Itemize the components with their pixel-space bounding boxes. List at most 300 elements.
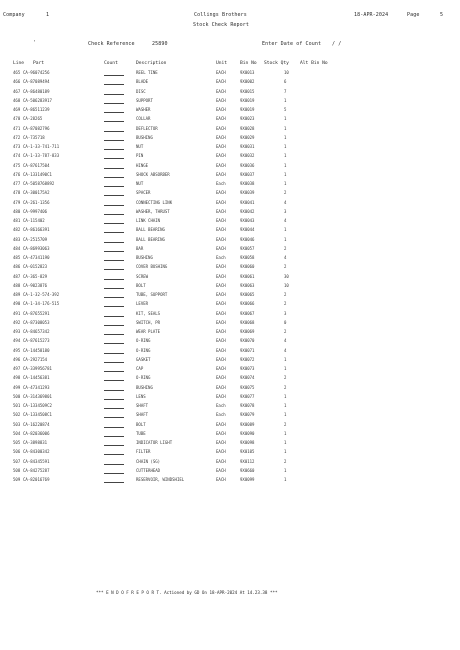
row-part-number: CA-14456381	[23, 375, 50, 381]
row-line-number: 494	[13, 338, 21, 344]
row-part-number: CA-1334509C2	[23, 403, 52, 408]
count-entry-line[interactable]	[104, 251, 124, 252]
table-row	[0, 218, 460, 227]
row-stock-qty: 2	[284, 292, 287, 297]
column-unit: Unit	[216, 61, 228, 66]
row-description: TUBE	[136, 430, 146, 436]
row-bin-no: 9X0039	[240, 190, 255, 196]
row-line-number: 502	[13, 412, 21, 418]
table-row	[0, 412, 460, 421]
count-entry-line[interactable]	[104, 177, 124, 178]
count-entry-line[interactable]	[104, 279, 124, 280]
row-unit: EACH	[216, 134, 226, 140]
row-unit: Each	[216, 255, 226, 260]
row-description: BALL BEARING	[136, 227, 165, 233]
row-description: SHAFT	[136, 403, 149, 408]
row-line-number: 503	[13, 421, 21, 427]
report-title: Stock Check Report	[193, 22, 249, 28]
table-row	[0, 338, 460, 347]
row-unit: EACH	[216, 430, 226, 436]
row-bin-no: 9X0041	[240, 199, 255, 205]
table-row	[0, 348, 460, 357]
row-line-number: 504	[13, 430, 21, 436]
company-name: Collings Brothers	[194, 12, 247, 18]
row-unit: EACH	[216, 301, 226, 307]
table-row	[0, 274, 460, 283]
count-entry-line[interactable]	[104, 103, 124, 104]
row-stock-qty: 2	[284, 384, 287, 390]
check-reference-label: Check Reference	[88, 41, 135, 47]
row-description: BALL BEARING	[136, 236, 165, 242]
row-line-number: 507	[13, 458, 21, 464]
row-line-number: 474	[13, 153, 21, 159]
count-entry-line[interactable]	[104, 260, 124, 261]
row-description: FILTER	[136, 449, 151, 455]
row-part-number: CA-16220874	[23, 421, 50, 427]
table-row	[0, 320, 460, 329]
row-line-number: 496	[13, 356, 21, 362]
row-unit: EACH	[216, 292, 226, 297]
table-row	[0, 116, 460, 125]
row-description: LINK CHAIN	[136, 218, 161, 223]
row-line-number: 481	[13, 218, 21, 223]
table-row	[0, 292, 460, 301]
row-bin-no: 9X0061	[240, 273, 255, 279]
table-row	[0, 422, 460, 431]
column-line: Line	[13, 61, 25, 66]
row-description: CONNECTING LINK	[136, 199, 173, 205]
row-part-number: CA-47341293	[23, 384, 50, 390]
row-description: COLLAR	[136, 116, 151, 122]
enter-date-label: Enter Date of Count	[262, 41, 322, 47]
row-unit: EACH	[216, 97, 226, 103]
row-part-number: CA-9997406	[23, 208, 48, 214]
row-unit: EACH	[216, 310, 226, 316]
row-description: RESERVOIR, WINDSHIEL	[136, 477, 185, 482]
row-description: WEAR PLATE	[136, 329, 161, 334]
table-row	[0, 135, 460, 144]
row-stock-qty: 2	[284, 301, 287, 307]
table-row	[0, 153, 460, 162]
row-stock-qty: 1	[284, 403, 287, 408]
row-description: BAR	[136, 245, 144, 251]
table-row	[0, 144, 460, 153]
row-unit: EACH	[216, 338, 226, 344]
table-row	[0, 190, 460, 199]
row-line-number: 483	[13, 236, 21, 242]
row-line-number: 506	[13, 449, 21, 455]
count-entry-line[interactable]	[104, 445, 124, 446]
row-line-number: 471	[13, 125, 21, 131]
count-entry-line[interactable]	[104, 454, 124, 455]
row-bin-no: 9X0063	[240, 282, 255, 288]
row-bin-no: 9X0098	[240, 440, 255, 445]
row-unit: EACH	[216, 264, 226, 270]
column-description: Description	[136, 61, 167, 66]
count-entry-line[interactable]	[104, 343, 124, 344]
row-bin-no: 9X0105	[240, 449, 255, 455]
row-stock-qty: 1	[284, 412, 287, 418]
row-bin-no: 9X0028	[240, 125, 255, 131]
row-part-number: CA-2927154	[23, 356, 48, 362]
row-line-number: 473	[13, 144, 21, 149]
table-row	[0, 264, 460, 273]
count-entry-line[interactable]	[104, 464, 124, 465]
row-unit: EACH	[216, 384, 226, 390]
row-line-number: 478	[13, 190, 21, 196]
row-stock-qty: 1	[284, 116, 287, 122]
row-unit: EACH	[216, 218, 226, 223]
row-stock-qty: 30	[284, 273, 289, 279]
row-stock-qty: 1	[284, 356, 287, 362]
count-entry-line[interactable]	[104, 482, 124, 483]
row-description: O-RING	[136, 338, 151, 344]
row-stock-qty: 7	[284, 88, 287, 94]
row-description: DISC	[136, 88, 146, 94]
row-stock-qty: 1	[284, 153, 287, 159]
count-entry-line[interactable]	[104, 362, 124, 363]
row-line-number: 479	[13, 199, 21, 205]
count-entry-line[interactable]	[104, 94, 124, 95]
row-bin-no: 9X0075	[240, 384, 255, 390]
report-date: 18-APR-2024	[354, 12, 389, 18]
count-entry-line[interactable]	[104, 399, 124, 400]
row-line-number: 508	[13, 467, 21, 473]
row-unit: EACH	[216, 273, 226, 279]
table-row	[0, 394, 460, 403]
table-row	[0, 366, 460, 375]
row-part-number: CA-5058768892	[23, 181, 55, 186]
row-unit: EACH	[216, 153, 226, 159]
row-part-number: CA-261-1356	[23, 199, 50, 205]
table-row	[0, 209, 460, 218]
count-entry-line[interactable]	[104, 205, 124, 206]
row-unit: EACH	[216, 199, 226, 205]
count-entry-line[interactable]	[104, 149, 124, 150]
row-stock-qty: 2	[284, 329, 287, 334]
row-line-number: 488	[13, 282, 21, 288]
table-row	[0, 172, 460, 181]
row-description: NUT	[136, 144, 144, 149]
row-description: BOLT	[136, 421, 146, 427]
row-unit: EACH	[216, 329, 226, 334]
column-alt-bin-no: Alt Bin No	[300, 61, 328, 66]
row-part-number: CA-84300342	[23, 449, 50, 455]
row-part-number: CA-300175A2	[23, 190, 50, 196]
count-entry-line[interactable]	[104, 325, 124, 326]
row-bin-no: 9X0032	[240, 153, 255, 159]
row-description: SUPPORT	[136, 97, 153, 103]
row-stock-qty: 1	[284, 134, 287, 140]
table-row	[0, 431, 460, 440]
row-description: BLADE	[136, 79, 149, 85]
row-line-number: 487	[13, 273, 21, 279]
row-line-number: 468	[13, 97, 21, 103]
row-line-number: 490	[13, 301, 21, 307]
row-stock-qty: 2	[284, 458, 287, 464]
count-entry-line[interactable]	[104, 112, 124, 113]
row-description: GASKET	[136, 356, 151, 362]
table-row	[0, 126, 460, 135]
row-stock-qty: 4	[284, 255, 287, 260]
row-stock-qty: 0	[284, 319, 287, 325]
row-part-number: CA-86480189	[23, 88, 50, 94]
row-bin-no: 9X0068	[240, 319, 255, 325]
row-bin-no: 9X0057	[240, 245, 255, 251]
row-unit: EACH	[216, 227, 226, 233]
table-row	[0, 98, 460, 107]
table-row	[0, 283, 460, 292]
table-row	[0, 301, 460, 310]
row-description: SCREW	[136, 273, 149, 279]
row-part-number: CA-87655291	[23, 310, 50, 316]
row-bin-no: 9X0078	[240, 403, 255, 408]
count-entry-line[interactable]	[104, 371, 124, 372]
row-bin-no: 9X0079	[240, 412, 255, 418]
row-bin-no: 9X0065	[240, 292, 255, 297]
row-line-number: 498	[13, 375, 21, 381]
row-line-number: 501	[13, 403, 21, 408]
count-entry-line[interactable]	[104, 380, 124, 381]
row-line-number: 500	[13, 393, 21, 399]
row-unit: EACH	[216, 282, 226, 288]
row-part-number: CA-87308053	[23, 319, 50, 325]
table-row	[0, 459, 460, 468]
row-line-number: 485	[13, 255, 21, 260]
count-entry-line[interactable]	[104, 186, 124, 187]
row-stock-qty: 1	[284, 97, 287, 103]
row-stock-qty: 6	[284, 79, 287, 85]
row-bin-no: 9X0037	[240, 171, 255, 177]
row-description: INDICATOR LIGHT	[136, 440, 173, 445]
row-bin-no: 9X0066	[240, 301, 255, 307]
table-row	[0, 246, 460, 255]
row-line-number: 475	[13, 162, 21, 168]
count-entry-line[interactable]	[104, 195, 124, 196]
row-description: BUSHING	[136, 255, 153, 260]
row-part-number: CA-96074256	[23, 70, 50, 75]
enter-date-slashes: / /	[332, 41, 342, 47]
row-part-number: CA-86993063	[23, 245, 50, 251]
row-description: LENS	[136, 393, 146, 399]
row-line-number: 470	[13, 116, 21, 122]
row-stock-qty: 4	[284, 338, 287, 344]
column-bin-no: Bin No	[240, 61, 257, 66]
row-description: PIN	[136, 153, 144, 159]
row-bin-no: 9X0069	[240, 329, 255, 334]
count-entry-line[interactable]	[104, 408, 124, 409]
page-number: 5	[440, 12, 444, 18]
row-bin-no: 9X0074	[240, 375, 255, 381]
row-stock-qty: 10	[284, 282, 289, 288]
count-entry-line[interactable]	[104, 121, 124, 122]
row-stock-qty: 5	[284, 107, 287, 112]
table-row	[0, 468, 460, 477]
row-bin-no: 9X0071	[240, 347, 255, 353]
row-stock-qty: 1	[284, 162, 287, 168]
row-stock-qty: 2	[284, 375, 287, 381]
column-count: Count	[104, 61, 118, 66]
row-unit: EACH	[216, 356, 226, 362]
row-part-number: CA-365-829	[23, 273, 48, 279]
count-entry-line[interactable]	[104, 140, 124, 141]
row-line-number: 482	[13, 227, 21, 233]
row-description: REEL TINE	[136, 70, 158, 75]
row-line-number: 476	[13, 171, 21, 177]
row-unit: EACH	[216, 236, 226, 242]
row-unit: EACH	[216, 245, 226, 251]
table-row	[0, 255, 460, 264]
row-unit: EACH	[216, 319, 226, 325]
table-row	[0, 227, 460, 236]
row-bin-no: 9X0036	[240, 162, 255, 168]
count-entry-line[interactable]	[104, 297, 124, 298]
row-unit: EACH	[216, 88, 226, 94]
row-line-number: 489	[13, 292, 21, 297]
row-description: WASHER, THRUST	[136, 208, 170, 214]
table-row	[0, 403, 460, 412]
row-stock-qty: 2	[284, 190, 287, 196]
row-part-number: CA-82036006	[23, 430, 50, 436]
row-description: CHAIN (SG)	[136, 458, 161, 464]
count-entry-line[interactable]	[104, 316, 124, 317]
stray-mark: '	[33, 40, 37, 46]
count-entry-line[interactable]	[104, 131, 124, 132]
count-entry-line[interactable]	[104, 353, 124, 354]
count-entry-line[interactable]	[104, 232, 124, 233]
table-row	[0, 70, 460, 79]
count-entry-line[interactable]	[104, 417, 124, 418]
row-description: BUSHING	[136, 134, 153, 140]
count-entry-line[interactable]	[104, 288, 124, 289]
row-line-number: 466	[13, 79, 21, 85]
row-unit: EACH	[216, 190, 226, 196]
row-stock-qty: 1	[284, 181, 287, 186]
table-row	[0, 200, 460, 209]
row-part-number: CA-735718	[23, 134, 45, 140]
count-entry-line[interactable]	[104, 334, 124, 335]
row-bin-no: 9X0072	[240, 356, 255, 362]
row-part-number: CA-84657342	[23, 329, 50, 334]
row-unit: EACH	[216, 116, 226, 122]
row-unit: Each	[216, 412, 226, 418]
table-row	[0, 237, 460, 246]
row-unit: EACH	[216, 375, 226, 381]
count-entry-line[interactable]	[104, 436, 124, 437]
row-stock-qty: 1	[284, 393, 287, 399]
row-part-number: CA-28265	[23, 116, 43, 122]
count-entry-line[interactable]	[104, 427, 124, 428]
row-description: HINGE	[136, 162, 149, 168]
row-bin-no: 9X0058	[240, 255, 255, 260]
row-line-number: 493	[13, 329, 21, 334]
row-stock-qty: 1	[284, 477, 287, 482]
row-part-number: CA-87089494	[23, 79, 50, 85]
count-entry-line[interactable]	[104, 168, 124, 169]
row-line-number: 497	[13, 366, 21, 371]
row-stock-qty: 1	[284, 144, 287, 149]
row-unit: EACH	[216, 79, 226, 85]
row-part-number: CA-14458180	[23, 347, 50, 353]
row-part-number: CA-339956781	[23, 366, 52, 371]
company-label: Company	[3, 12, 25, 18]
count-entry-line[interactable]	[104, 390, 124, 391]
row-stock-qty: 1	[284, 227, 287, 233]
row-unit: EACH	[216, 347, 226, 353]
row-bin-no: 9X0042	[240, 208, 255, 214]
page-label: Page	[407, 12, 420, 18]
row-unit: EACH	[216, 125, 226, 131]
count-entry-line[interactable]	[104, 214, 124, 215]
count-entry-line[interactable]	[104, 75, 124, 76]
row-description: BUSHING	[136, 384, 153, 390]
row-stock-qty: 4	[284, 347, 287, 353]
row-description: TUBE, SUPPORT	[136, 292, 168, 297]
row-description: LEVER	[136, 301, 149, 307]
table-row	[0, 163, 460, 172]
row-line-number: 505	[13, 440, 21, 445]
row-part-number: CA-87615273	[23, 338, 50, 344]
row-bin-no: 9X0070	[240, 338, 255, 344]
row-unit: EACH	[216, 458, 226, 464]
row-bin-no: 9X0112	[240, 458, 255, 464]
row-unit: EACH	[216, 70, 226, 75]
row-bin-no: 9X0077	[240, 393, 255, 399]
row-bin-no: 9X0013	[240, 70, 255, 75]
row-description: SHAFT	[136, 412, 149, 418]
row-part-number: CA-1331490C1	[23, 171, 52, 177]
count-entry-line[interactable]	[104, 158, 124, 159]
row-description: KIT, SEALS	[136, 310, 161, 316]
row-bin-no: 9X0002	[240, 79, 255, 85]
row-line-number: 484	[13, 245, 21, 251]
row-description: NUT	[136, 181, 144, 186]
row-description: DEFLECTOR	[136, 125, 158, 131]
row-bin-no: 9X0038	[240, 181, 255, 186]
row-description: O-RING	[136, 375, 151, 381]
table-row	[0, 357, 460, 366]
row-line-number: 499	[13, 384, 21, 390]
count-entry-line[interactable]	[104, 242, 124, 243]
row-part-number: CA-3898831	[23, 440, 48, 445]
row-bin-no: 9X0023	[240, 116, 255, 122]
row-line-number: 509	[13, 477, 21, 482]
row-part-number: CA-1-33-741-711	[23, 144, 60, 149]
row-description: WASHER	[136, 107, 151, 112]
table-row	[0, 329, 460, 338]
row-description: SPACER	[136, 190, 151, 196]
row-bin-no: 9X0015	[240, 88, 255, 94]
table-row	[0, 89, 460, 98]
row-description: CUTTERHEAD	[136, 467, 161, 473]
row-part-number: CA-0152823	[23, 264, 48, 270]
row-stock-qty: 3	[284, 310, 287, 316]
table-row	[0, 449, 460, 458]
row-part-number: CA-84345591	[23, 458, 50, 464]
count-entry-line[interactable]	[104, 473, 124, 474]
count-entry-line[interactable]	[104, 84, 124, 85]
row-unit: EACH	[216, 366, 226, 371]
count-entry-line[interactable]	[104, 269, 124, 270]
row-bin-no: 9X0090	[240, 430, 255, 436]
row-unit: Each	[216, 181, 226, 186]
row-stock-qty: 1	[284, 440, 287, 445]
row-unit: EACH	[216, 162, 226, 168]
count-entry-line[interactable]	[104, 223, 124, 224]
row-stock-qty: 3	[284, 208, 287, 214]
count-entry-line[interactable]	[104, 306, 124, 307]
row-description: COVER BUSHING	[136, 264, 168, 270]
